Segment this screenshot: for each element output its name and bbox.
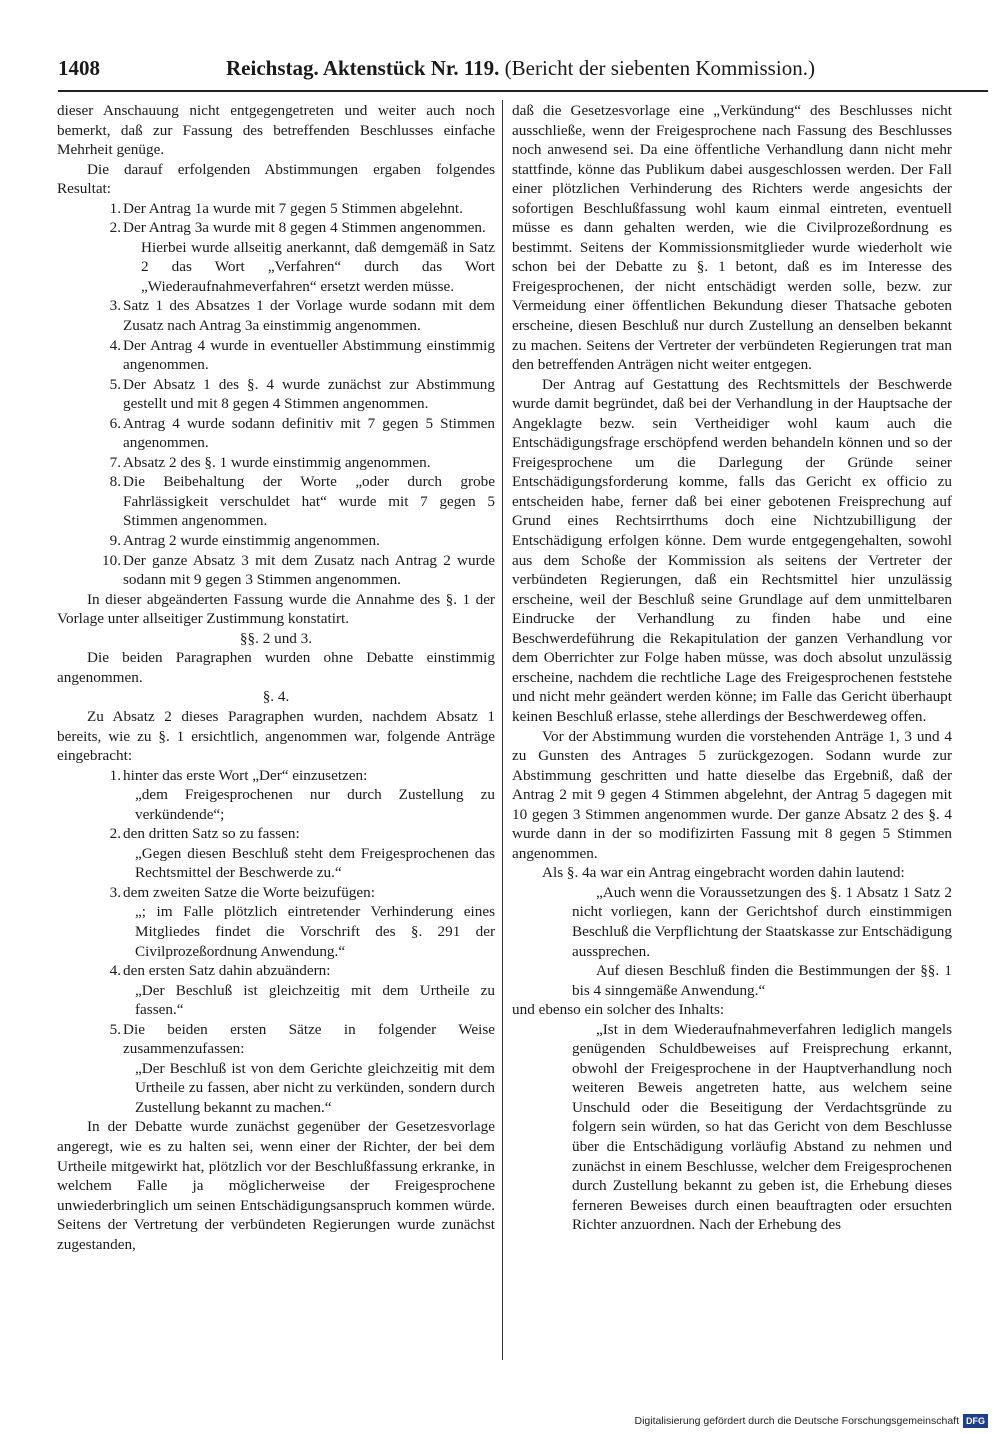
list-item-number: 4.	[109, 962, 121, 980]
list-item	[57, 199, 495, 219]
list-item-number: 3.	[109, 297, 121, 315]
list-item-number: 3.	[109, 883, 121, 901]
paragraph: dieser Anschauung nicht entgegengetreten und weiter auch noch bemerkt, daß zur Fassung des betreffenden Beschlusses einfache Mehrheit genüge.	[57, 102, 495, 159]
quoted-text: „Der Beschluß ist gleichzeitig mit dem Urtheile zu fassen.“	[135, 981, 495, 1019]
header-rule	[58, 90, 988, 92]
list-item	[57, 961, 495, 981]
sub-paragraph: Hierbei wurde allseitig anerkannt, daß demgemäß in Satz 2 das Wort „Verfahren“ durch das Wort „Wiederaufnahmeverfahren“ ersetzt werden müsse.	[141, 238, 495, 295]
list-item	[57, 531, 495, 551]
list-item-text: dem zweiten Satze die Worte beizufügen:	[123, 883, 375, 901]
list-item	[57, 453, 495, 473]
page-number: 1408	[58, 56, 100, 80]
page-header	[58, 56, 988, 88]
list-item	[57, 472, 495, 531]
list-item-text: Satz 1 des Absatzes 1 der Vorlage wurde sodann mit dem Zusatz nach Antrag 3a einstimmig angenommen.	[123, 297, 495, 335]
list-item-number: 9.	[109, 532, 121, 550]
running-title-subtitle: (Bericht der siebenten Kommission.)	[499, 56, 815, 80]
paragraph: In der Debatte wurde zunächst gegenüber der Gesetzesvorlage angeregt, wie es zu halten sei, wenn einer der Richter, der bei dem Urtheile mitgewirkt hat, plötzlich vor der Beschlußfassung erkranke, in welchem Falle ja möglicherweise der Freigesprochene unwiederbringlich um seinen Entschädigungsanspruch kommen würde. Seitens der Vertretung der verbündeten Regierungen wurde zunächst zugestanden,	[57, 1118, 495, 1253]
paragraph: Zu Absatz 2 dieses Paragraphen wurden, nachdem Absatz 1 bereits, wie zu §. 1 ersichtlich, angenommen war, folgende Anträge eingebracht:	[57, 707, 495, 765]
list-item-number: 1.	[109, 766, 121, 784]
list-item-text: Antrag 2 wurde einstimmig angenommen.	[123, 532, 380, 550]
list-item-number: 10.	[102, 551, 121, 569]
list-item	[57, 296, 495, 335]
list-item	[57, 766, 495, 786]
list-item	[57, 375, 495, 414]
quoted-text: „Ist in dem Wiederaufnahmeverfahren lediglich mangels genügenden Schuldbeweises auf Freisprechung erkannt, obwohl der Freigesprochene in der Hauptverhandlung noch weiteren Beweis angetreten hatte, aus welchem seine Unschuld oder die Beseitigung der Verdachtsgründe zu folgern sein würden, so hat das Gericht von dem Beschlusse über die Entschädigung vorläufig Abstand zu nehmen und zunächst in einem Beschlusse, welcher dem Freigesprochenen durch Zustellung bekannt zu geben ist, die Erhebung dieses ferneren Beweises durch einen beauftragten oder ersuchten Richter anzuordnen. Nach der Erhebung des	[572, 1020, 952, 1234]
list-item-number: 5.	[109, 375, 121, 393]
list-item-text: Der Antrag 3a wurde mit 8 gegen 4 Stimmen angenommen.	[123, 219, 486, 237]
list-item-text: Die Beibehaltung der Worte „oder durch grobe Fahrlässigkeit verschuldet hat“ wurde mit 7 gegen 5 Stimmen angenommen.	[123, 473, 495, 530]
section-heading: §§. 2 und 3.	[239, 629, 313, 647]
list-item-text: Der ganze Absatz 3 mit dem Zusatz nach Antrag 2 wurde sodann mit 9 gegen 3 Stimmen angenommen.	[123, 551, 495, 589]
list-item-text: Absatz 2 des §. 1 wurde einstimmig angenommen.	[123, 453, 431, 471]
right-column	[512, 101, 952, 1235]
list-item-number: 6.	[109, 414, 121, 432]
quoted-text: „Der Beschluß ist von dem Gerichte gleichzeitig mit dem Urtheile zu fassen, aber nicht zu verkünden, sondern durch Zustellung bekannt zu machen.“	[135, 1059, 495, 1116]
list-item	[57, 414, 495, 453]
list-item	[57, 1020, 495, 1059]
list-item	[57, 883, 495, 903]
quoted-text: „dem Freigesprochenen nur durch Zustellung zu verkündende“;	[135, 786, 495, 823]
list-item-text: Der Antrag 4 wurde in eventueller Abstimmung einstimmig angenommen.	[123, 336, 495, 374]
list-item-number: 8.	[109, 473, 121, 491]
list-item-text: Die beiden ersten Sätze in folgender Weise zusammenzufassen:	[123, 1020, 495, 1058]
dfg-logo-icon: DFG	[963, 1414, 988, 1428]
list-item-number: 7.	[109, 453, 121, 471]
list-item-number: 4.	[109, 336, 121, 354]
list-item	[57, 551, 495, 590]
list-item	[57, 336, 495, 375]
quoted-text: „Auch wenn die Voraussetzungen des §. 1 Absatz 1 Satz 2 nicht vorliegen, kann der Gerichtshof durch einstimmigen Beschluß die Verpflichtung der Staatskasse zur Entschädigung aussprechen.	[572, 883, 952, 960]
column-divider	[502, 100, 503, 1360]
list-item-text: den ersten Satz dahin abzuändern:	[123, 962, 331, 980]
paragraph: Der Antrag auf Gestattung des Rechtsmittels der Beschwerde wurde damit begründet, daß bei der Verhandlung in der Hauptsache der Angeklagte bezw. sein Vertheidiger wohl kaum auch die Entschädigungsfrage erschöpfend werden behandeln können und so der Freigesprochene um die Darlegung der Gründe seiner Entschädigungsforderung komme, falls das Gericht ex officio zu entscheiden habe, ferner daß bei einer gebotenen Freisprechung auf Grund eines Rechtsirrthums doch eine Nichtzubilligung der Entschädigung erfolgen könne. Dem wurde entgegengehalten, sowohl aus dem Schoße der Kommission als seitens der Vertreter der verbündeten Regierungen, daß ein Rechtsmittel hier unzulässig erscheine, weil der Beschluß seine Grundlage auf dem unmittelbaren Eindrucke der Verhandlung zu finden habe und eine Beschwerdeführung die Rekapitulation der ganzen Verhandlung vor dem Oberrichter zur Folge haben müsse, was doch absolut unzulässig erscheine, nachdem die rechtliche Lage des Freigesprochenen feststehe und nicht mehr geändert werden könne; im Falle das Gericht überhaupt keinen Beschluß erlasse, stehe allerdings der Beschwerdeweg offen.	[512, 375, 952, 725]
list-item-text: Antrag 4 wurde sodann definitiv mit 7 gegen 5 Stimmen angenommen.	[123, 414, 495, 452]
list-item-text: Der Absatz 1 des §. 4 wurde zunächst zur Abstimmung gestellt und mit 8 gegen 4 Stimmen angenommen.	[123, 375, 495, 413]
footer	[612, 1413, 988, 1429]
paragraph: daß die Gesetzesvorlage eine „Verkündung“ des Beschlusses nicht ausschließe, wenn der Freigesprochene nach Fassung des Beschlusses noch anwesend sei. Da eine öffentliche Verhandlung dann nicht mehr stattfinde, könne das Publikum dabei ausgeschlossen werden. Der Fall einer plötzlichen Verhinderung des Richters werde angesichts der sofortigen Beschlußfassung wohl kaum einmal eintreten, eventuell müsse es dann gehalten werden, wie die Civilprozeßordnung es bestimmt. Seitens der Kommissionsmitglieder wurde wiederholt wie schon bei der Debatte zu §. 1 betont, daß es im Interesse des Freigesprochenen, der nicht entschädigt werden solle, bezw. zur Vermeidung einer öffentlichen Bekundung dieser Thatsache geboten erscheine, diesen Beschluß nur durch Zustellung an denselben bekannt zu machen. Seitens der Vertreter der verbündeten Regierungen trat man den betreffenden Anträgen nicht weiter entgegen.	[512, 102, 952, 374]
quoted-text: Auf diesen Beschluß finden die Bestimmungen der §§. 1 bis 4 sinngemäße Anwendung.“	[572, 962, 952, 999]
list-item-number: 5.	[109, 1020, 121, 1038]
list-item	[57, 218, 495, 238]
list-item-text: den dritten Satz so zu fassen:	[123, 825, 300, 843]
paragraph: Als §. 4a war ein Antrag eingebracht worden dahin lautend:	[542, 864, 905, 882]
list-item-number: 2.	[109, 219, 121, 237]
list-item-text: Der Antrag 1a wurde mit 7 gegen 5 Stimmen abgelehnt.	[123, 199, 463, 217]
list-item-text: hinter das erste Wort „Der“ einzusetzen:	[123, 766, 368, 784]
running-title	[226, 56, 815, 81]
paragraph: Die beiden Paragraphen wurden ohne Debatte einstimmig angenommen.	[57, 649, 495, 686]
section-heading: §. 4.	[262, 688, 290, 706]
paragraph: Vor der Abstimmung wurden die vorstehenden Anträge 1, 3 und 4 zu Gunsten des Antrages 5 zurückgezogen. Sodann wurde zur Abstimmung geschritten und hatte dieselbe das Ergebniß, daß der Antrag 2 mit 9 gegen 4 Stimmen abgelehnt, der Antrag 5 dagegen mit 10 gegen 3 Stimmen angenommen wurde. Der ganze Absatz 2 des §. 4 wurde dann in der so modifizirten Fassung mit 8 gegen 5 Stimmen angenommen.	[512, 727, 952, 862]
paragraph: Die darauf erfolgenden Abstimmungen ergaben folgendes Resultat:	[57, 160, 495, 198]
left-column	[57, 101, 495, 1254]
list-item	[57, 824, 495, 844]
footer-credit: Digitalisierung gefördert durch die Deutsche Forschungsgemeinschaft	[634, 1415, 959, 1427]
paragraph: und ebenso ein solcher des Inhalts:	[512, 1001, 725, 1019]
quoted-text: „Gegen diesen Beschluß steht dem Freigesprochenen das Rechtsmittel der Beschwerde zu.“	[135, 844, 495, 882]
list-item-number: 2.	[109, 825, 121, 843]
paragraph: In dieser abgeänderten Fassung wurde die Annahme des §. 1 der Vorlage unter allseitiger Zustimmung konstatirt.	[57, 590, 495, 628]
running-title-main: Reichstag. Aktenstück Nr. 119.	[226, 56, 500, 80]
list-item-number: 1.	[109, 199, 121, 217]
quoted-text: „; im Falle plötzlich eintretender Verhinderung eines Mitgliedes findet die Vorschrift des §. 291 der Civilprozeßordnung Anwendung.“	[135, 903, 495, 960]
